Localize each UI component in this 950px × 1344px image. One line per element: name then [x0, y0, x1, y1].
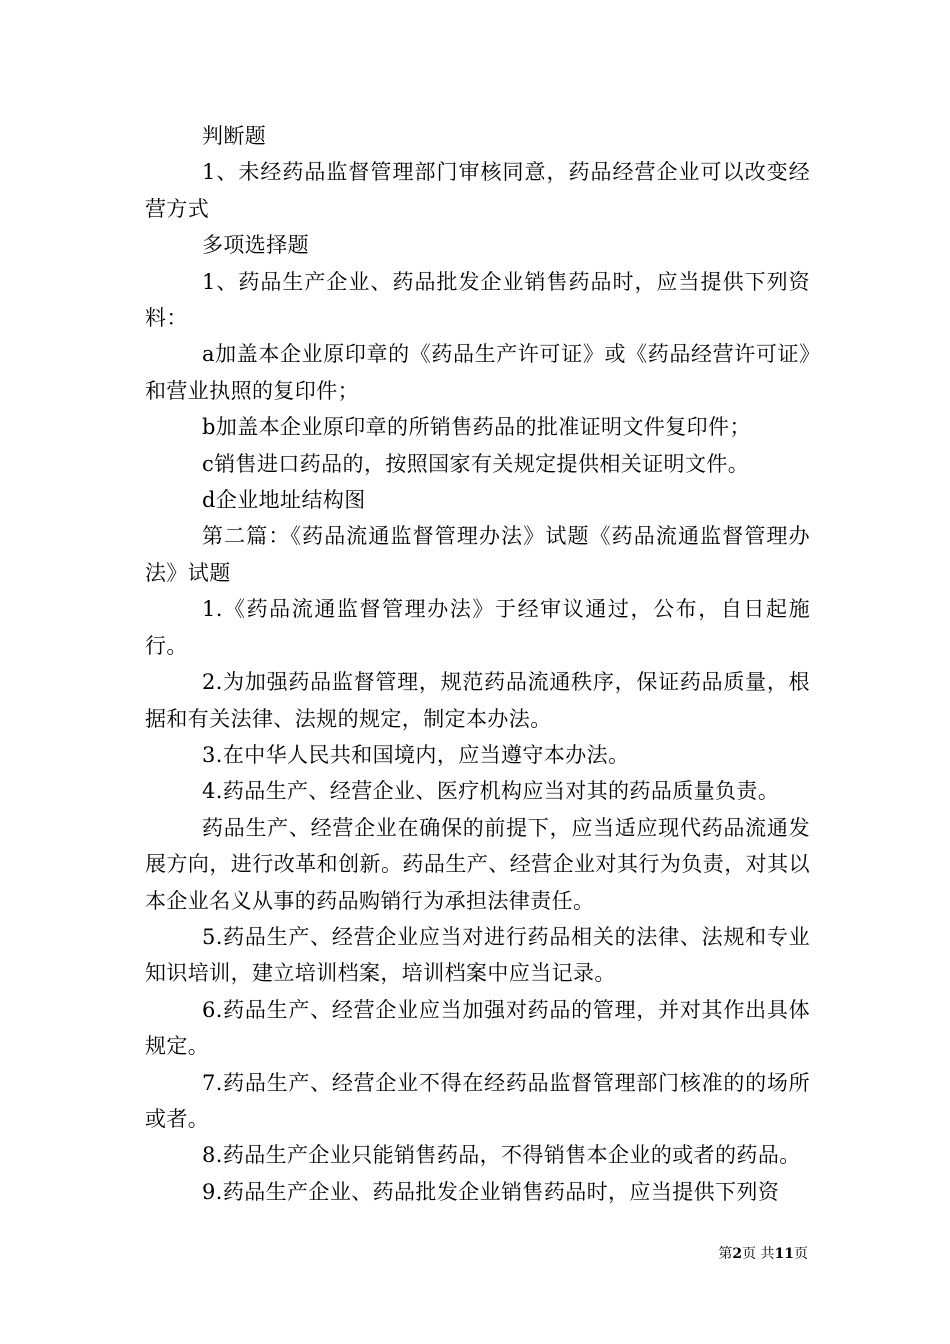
- document-body: [145, 118, 810, 1210]
- option-d: d企业地址结构图: [202, 488, 366, 513]
- heading-true-false: 判断题: [202, 124, 267, 148]
- question-paragraph: 5.药品生产、经营企业应当对进行药品相关的法律、法规和专业知识培训，建立培训档案，培训档案中应当记录。: [145, 924, 810, 986]
- question-paragraph: 1.《药品流通监督管理办法》于经审议通过，公布，自日起施行。: [145, 597, 810, 658]
- question-paragraph: 1、未经药品监督管理部门审核同意，药品经营企业可以改变经营方式: [145, 160, 810, 221]
- question-paragraph: 2.为加强药品监督管理，规范药品流通秩序，保证药品质量，根据和有关法律、法规的规定，制定本办法。: [145, 670, 810, 731]
- question-paragraph: 4.药品生产、经营企业、医疗机构应当对其的药品质量负责。: [202, 779, 780, 804]
- body-paragraph: 药品生产、经营企业在确保的前提下，应当适应现代药品流通发展方向，进行改革和创新。药品生产、经营企业对其行为负责，对其以本企业名义从事的药品购销行为承担法律责任。: [145, 815, 810, 913]
- section-title: 第二篇：《药品流通监督管理办法》试题《药品流通监督管理办法》试题: [145, 524, 810, 585]
- footer-prefix: 第: [718, 1246, 733, 1262]
- option-c: c销售进口药品的，按照国家有关规定提供相关证明文件。: [202, 451, 750, 476]
- option-a: a加盖本企业原印章的《药品生产许可证》或《药品经营许可证》和营业执照的复印件；: [145, 342, 810, 403]
- heading-multiple-choice: 多项选择题: [202, 233, 309, 258]
- option-b: b加盖本企业原印章的所销售药品的批准证明文件复印件；: [202, 415, 751, 440]
- question-paragraph: 1、药品生产企业、药品批发企业销售药品时，应当提供下列资料：: [145, 269, 810, 331]
- page-footer: [718, 1245, 808, 1263]
- question-paragraph: 6.药品生产、经营企业应当加强对药品的管理，并对其作出具体规定。: [145, 997, 810, 1059]
- question-paragraph: 3.在中华人民共和国境内，应当遵守本办法。: [202, 742, 630, 767]
- question-paragraph: 8.药品生产企业只能销售药品，不得销售本企业的或者的药品。: [202, 1143, 801, 1168]
- question-paragraph: 9.药品生产企业、药品批发企业销售药品时，应当提供下列资: [202, 1179, 780, 1204]
- current-page-number: 2: [732, 1246, 743, 1262]
- question-paragraph: 7.药品生产、经营企业不得在经药品监督管理部门核准的的场所或者。: [145, 1070, 810, 1131]
- footer-suffix: 页: [794, 1246, 808, 1262]
- footer-middle: 页 共: [742, 1246, 775, 1262]
- total-pages-number: 11: [774, 1246, 794, 1262]
